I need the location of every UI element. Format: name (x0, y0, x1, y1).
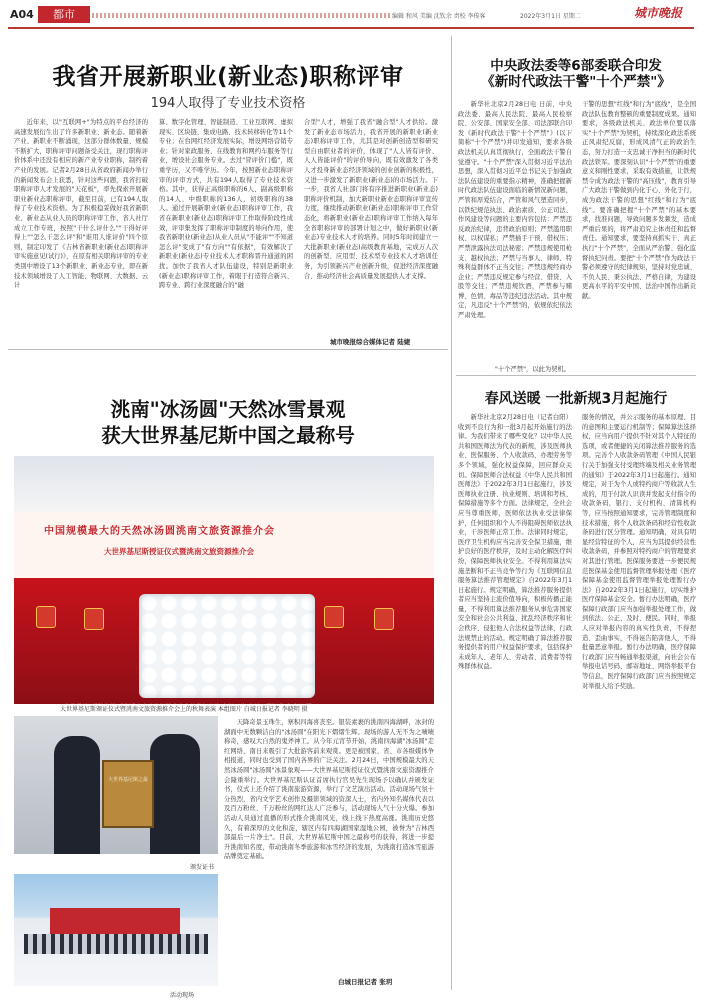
article2-title2: 《新时代政法干警"十个严禁"》 (481, 74, 671, 90)
article1-bottom-rule (8, 349, 448, 350)
paper-logo: 城市晚报 (634, 6, 683, 20)
article1-subtitle: 194人取得了专业技术资格 (150, 96, 306, 111)
article2-end: "十个严禁"，以此为契机。 (495, 366, 571, 373)
article4-col1: 新华社北京2月28日电（记者白阳）收到不良行为和一批3月起开始施行的法律。为我们带来了哪些变化？以中华人民共和国医师法为代表的新规，涉及医师执业、医保服务、个人收款码、办理劳务等多个领域，强化权益保障，回应群众关切。保障医师合法权益《中华人民共和国医师法》于2022年3月1日起施行，涉及医师执业注册、执业规则、培训和考核、保障措施等多个方面。法律规定，全社会应当尊重医师，医师依法执业受法律保护，任何组织和个人不得阻碍医师依法执业，干涉医师正常工作。法律同时规定，医疗卫生机构应当完善安全保卫措施，维护良好的医疗秩序，及时主动化解医疗纠纷，保障医师执业安全。不得利用算法实施垄断和不正当竞争等行为《互联网信息服务算法推荐管理规定》自2022年3月1日起施行。规定明确，算法推荐服务提供者应当坚持主流价值导向，积极传播正能量，不得利用算法推荐服务从事危害国家安全和社会公共利益、扰乱经济秩序和社会秩序、侵犯他人合法权益等法律、行政法规禁止的活动。规定明确了算法推荐服务提供者的用户权益保护要求，包括保护未成年人、老年人、劳动者、消费者等特殊群体权益。 (458, 414, 572, 671)
article2-title: 中央政法委等6部委联合印发 (490, 58, 662, 74)
page-number: A04 (10, 8, 34, 21)
ice-ball-block (139, 594, 315, 698)
photo-banner-sky (14, 456, 434, 512)
section-tab-stripe (92, 13, 392, 18)
article1-byline: 城市晚报综合媒体记者 陆婕 (330, 338, 411, 346)
person-left (54, 736, 100, 854)
article3-title1: 洮南"冰汤圆"天然冰雪景观 (110, 398, 346, 421)
article1-col1: 近年来，以"互联网+"为特点的平台经济的高速发展衍生出了许多新职业、新业态。随着新产业、新职业不断涌现，这部分群体数量、规模不断扩大，职称评审问题备受关注，现行职称评价体系中还没有相应的新产业专业职称，制约着产业的发展。记者2月28日从省政府新闻办举行的新闻发布会上获悉，针对这些问题，我省打破职称评审人才发展的"天花板"，率先探索开展新职业新业态职称评审，截至目前，已有194人取得了专业技术资格。为了积极稳妥做好我省新职业、新业态从业人员的职称评审工作，省人社厅成立工作专班，按照"干什么评什么""干得好评得上""怎么干怎么评"和"谁用人谁评价"四个原则，制定印发了《吉林省新职业(新业态)职称评审实施意见(试行)》，在原有相关职称评审的专业类别中增设了13个新职业、新业态专业，即在新技术领域增设了人工智能、物联网、大数据、云计 (14, 119, 148, 290)
header-rule (8, 27, 694, 29)
event-crowd (24, 934, 208, 954)
article1-col2: 算、数字化管理、智能制造、工业互联网、虚拟现实、区块链、集成电路、技术转移转化等11个专业；在台网红经济发展实际，增设网络营销专业；针对家政服务、在线教育和网约车服务等行业，增设社会服务专业。去过"冒评价门槛"，既重学历，又不唯学历。今年，按照新业态职称评审的评审方式，共有194人取得了专业技术资格。其中，获得正高级职称的6人、副高级职称的14人、中级职称的136人，初级职称的38人。通过开展新职业(新业态)职称评审工作，我省在新职业(新业态)职称评审工作取得阶段性成效，评审集发挥了职称评审制度的导向作用，使我省新职业(新业态)从业人员从"不能评""不知道怎么评"变成了"有方向""有依据"，有效解决了新职业(新业态)专业技术人才职称晋升通道的困扰。加快了我省人才队伍建设，特别是新职业(新业态)职称评审工作，着眼于打造符合新兴、跨专业、跨行业深度融合的"融 (159, 119, 293, 290)
drum-left-1 (36, 606, 56, 628)
article2-col2: 干警的思想"红线"和行为"底线"，是全国政法队伍教育整顿的重要制度成果。通知要求，各级政法机关、政法单位要以落实"十个严禁"为契机，持续深化政法系统正风肃纪反腐，形成风清气正的政治生态，努力打造一支忠诚干净担当的新时代政法铁军。要深刻认识"十个严禁"的重要意义和刚性要求，采取有效措施，让铁规禁令成为政法干警的"高压线"，教育引导广大政法干警做到内化于心、外化于行，成为政法干警的思想"红线"和行为"底线"。要准确把握"十个严禁"的基本要求，找准问题，导致问题多发频发，造成严重后果的，将严肃追究主体责任和监督责任。通知要求，要坚持真抓实干、真正执行"十个严禁"，全面从严治警、强化监督执纪问责。要把"十个严禁"作为政法干警必须遵守的纪律规矩，坚持对党忠诚、不负人民、秉公执法、严格自律，为建设更高水平的平安中国、法治中国作出新贡献。 (582, 101, 696, 300)
section-tab-label: 都市 (53, 8, 75, 21)
issue-date: 2022年3月1日 星期二 (520, 13, 581, 20)
section-divider (456, 375, 696, 376)
article2-col1: 新华社北京2月28日电 日前，中央政法委、最高人民法院、最高人民检察院、公安部、国家安全部、司法部联合印发《新时代政法干警"十个严禁"》(以下简称"十个严禁")并印发通知，要求各级政法机关认真贯彻执行，全面政法干警自觉遵守。"十个严禁"深入贯彻习近平法治思想，深入贯彻习近平总书记关于加强政法队伍建设的重要指示精神，准确把握新时代政法队伍建设面临的新情况新问题，严管和厚爱结合，严管和风气塑造同步，以铁纪规范执法、政治素质、公正司法、作风建设等问题的主要内容包括：严禁违反政治纪律，违背政治原则；严禁滥用职权、以权谋私；严禁插手干预、借权压；严禁泄露执法司法秘密；严禁违规使用枪支、越权执法；严禁与当事人、律师、特殊利益群体不正当交往；严禁违规经商办企业；严禁违反规定参与经营、借贷、入股等交往；严禁违规饮酒，严禁参与赌博、色情、毒品等违纪违法活动。其中规定，凡违反"十个严禁"的，依规依纪依法严肃处理。 (458, 101, 572, 320)
article3-body: 天降奇景玉珠生，寨积四海喜丧至。银装素裹的洮南四海湖畔，冰封的湖面中无数颗洁白的"冰汤圆"在阳光下熠熠生辉。现场的游人无不为之啧啧称奇，感叹大自然的鬼斧神工。从今年元宵节开始，洮南四海湖"冰汤圆"走红网络，南日来吸引了大批游客前来观赏。更是被国家、省、市各级媒体争相报道，同时也受到了国内各界的广泛关注。2月24日，中国规模最大的天然冰汤圆"冰汤圆"冰景象观——大世界基尼斯授证仪式暨洮南文旅资源推介会隆重举行。大世界基尼斯认证首席执行官吴先生现场予以确认并颁发证书，仪式上还介绍了洮南旅游资源，举行了文艺演出活动。活动现场气氛十分热烈，省内文学艺术创作及摄影领域的资深人士，省内外知名媒体代表以及百万粉丝、千万粉丝的网红达人广泛参与，活动现场人气十分火爆。参加活动人员通过直播的形式推介洮南风光，线上线下热度高涨。洮南历史悠久，有着深厚的文化积淀，辖区内有四海湖国家湿地公园，被誉为"吉林西部最后一片净土"。目前，大世界基尼斯中国之最称号的获得，将进一步提升洮南知名度，带动洮南冬季旅游和冰雪经济的发展，为洮南打造冰雪旅游品牌奠定基础。 (224, 719, 434, 861)
event-caption: 活动现场 (170, 992, 195, 999)
article1-title: 我省开展新职业(新业态)职称评审 (52, 64, 404, 90)
drum-right-2 (374, 608, 394, 630)
certificate-frame (102, 760, 154, 828)
photo-banner (14, 512, 434, 578)
section-tab (38, 6, 90, 23)
article3-title2: 获大世界基尼斯中国之最称号 (101, 424, 355, 447)
article4-title: 春风送暖 一批新规3月起施行 (484, 391, 668, 407)
photo-banner-text: 中国规模最大的天然冰汤圆洮南文旅资源推介会 (44, 526, 275, 537)
column-divider (451, 36, 452, 990)
drum-left-2 (84, 608, 104, 630)
drum-right-1 (324, 606, 344, 628)
certificate-caption: 颁发证书 (190, 864, 215, 871)
article3-byline: 白城日报记者 张玥 (338, 978, 393, 986)
article4-col2: 服务的情况，并公示服务的基本原理、目的意图和主要运行机制等；保障算法选择权，应当向用户提供不针对其个人特征的选项，或者便捷的关闭算法推荐服务的选项。完善个人收款条码管理《中国人民银行关于加强支付受理终端及相关业务管理的通知》于2022年3月1日起施行。通知规定，对于为个人或特约商户等收款人生成的，用于付款人识读并发起支付指令的收款条码，银行、支付机构、清算机构等，应当按照通知要求，完善管理制度和技术措施，将个人收款条码和经营性收款条码进行区分管理。通知明确，对具有明显经营特征的个人，应当为其提供经营性收款条码，并参照对特约商户的管理要求对其进行管理。医保服务要进一步便民规范医保基金使用监督管理举报处理《医疗保障基金使用监督管理举报处理暂行办法》自2022年3月1日起施行，切实维护医疗保障基金安全。暂行办法明确，医疗保障行政部门应当加强举报处理工作，做到依法、公正、及时、便民。同时，举报人应对举报内容的真实性负责，不得捏造、歪曲事实，不得诬告陷害他人，不得批量恶意举报。暂行办法明确，医疗保障行政部门应当畅通举报渠道，向社会公布举报电话号码、邮寄地址、网络举报平台等信息，医疗保障行政部门应当按照规定对举报人给予奖励。 (582, 414, 696, 690)
editor-line: 编辑 和风 美编 沈钦余 责校 李传客 (392, 13, 486, 20)
person-right (150, 734, 200, 854)
certificate-text: 大世界基尼斯之最 (108, 777, 149, 783)
article1-col3: 合型"人才，增强了我省"融合型"人才供给。激发了新业态市场活力，我省开展的新职业(新业态)职称评审工作，尤其是对创新创造型和研究型自由职业者的评价，体现了"人人皆有评价、人人皆能评价"的评价导向，既有效激发了各类人才投身新业态经济领域的创业创新的积极性，又进一步激发了新职业(新业态)的市场活力。下一步，我省人社部门将有序推进新职业(新业态)职称评价机制，加大新职业新业态职称评审宣传力度，继续推动新职业(新业态)职称评审工作常态化，将新职业(新业态)职称评审工作纳入每年全省职称评审的部署计划之中，做好新职业(新业态)专业技术人才的培养。同时5年时间建立一大批新职业(新业态)高级教育基地，完成万人次的创新型、应用型、技术型专业技术人才培训任务，为引领新兴产业创新升级，促进经济深度融合、推动经济社会高质量发展提供人才支撑。 (304, 119, 438, 280)
event-photo (14, 874, 218, 986)
event-arch (50, 908, 180, 934)
main-photo (14, 456, 434, 704)
certificate-photo (14, 716, 218, 854)
main-photo-credit: 大世界基尼斯颁证仪式暨洮南文旅资源推介会上的秋舞表演 本组图片 白城日报记者 李晓明 摄 (60, 706, 308, 713)
photo-banner-text-2: 大世界基尼斯授证仪式暨洮南文旅资源推介会 (104, 547, 254, 556)
